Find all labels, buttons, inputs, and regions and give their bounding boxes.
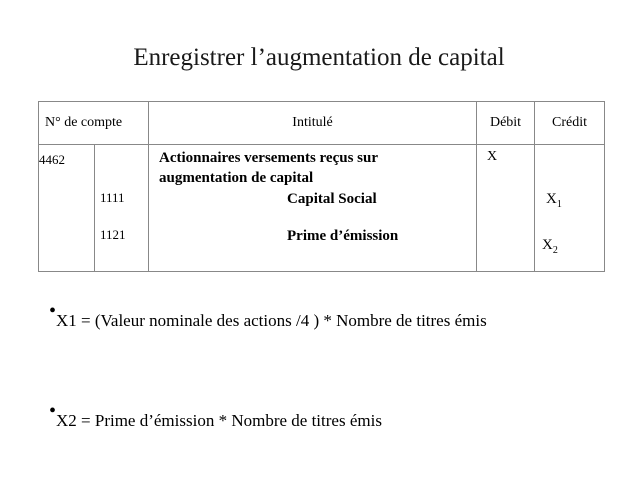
credit-amount-2-subscript: 2 [552, 245, 558, 256]
journal-entry-table [38, 101, 605, 272]
bullet-dot: • [49, 300, 57, 322]
header-credit: Crédit [535, 102, 605, 145]
credit-account-number-2: 1121 [100, 227, 126, 242]
slide-title: Enregistrer l’augmentation de capital [133, 44, 505, 71]
header-debit: Débit [477, 102, 535, 145]
formula-x2-text: X2 = Prime d’émission * Nombre de titres émis [56, 411, 382, 430]
header-intitule: Intitulé [149, 102, 477, 145]
header-compte: N° de compte [39, 102, 149, 145]
label-capital-social: Capital Social [287, 191, 377, 207]
debit-amount-cell [477, 145, 535, 272]
credit-amount-2-base: X [542, 237, 553, 253]
label-line-2: augmentation de capital [159, 170, 314, 186]
debit-amount: X [487, 149, 498, 164]
credit-amount-1-base: X [546, 191, 557, 207]
label-line-1: Actionnaires versements reçus sur [159, 150, 379, 166]
table-row [39, 145, 605, 272]
credit-accounts-cell [95, 145, 149, 272]
formula-x1 [49, 300, 487, 331]
label-prime-emission: Prime d’émission [287, 228, 399, 244]
credit-amount-1 [546, 191, 562, 208]
credit-amount-cell [535, 145, 605, 272]
credit-account-number-1: 1111 [100, 190, 125, 205]
formula-x2 [49, 400, 382, 431]
credit-amount-1-subscript: 1 [556, 199, 562, 210]
bullet-dot: • [49, 400, 57, 422]
credit-amount-2 [542, 237, 558, 254]
formula-x1-text: X1 = (Valeur nominale des actions /4 ) * Nombre de titres émis [56, 311, 487, 330]
debit-account-number: 4462 [39, 152, 65, 167]
intitule-cell [149, 145, 477, 272]
table-header-row [39, 102, 605, 145]
debit-account-cell [39, 145, 95, 272]
